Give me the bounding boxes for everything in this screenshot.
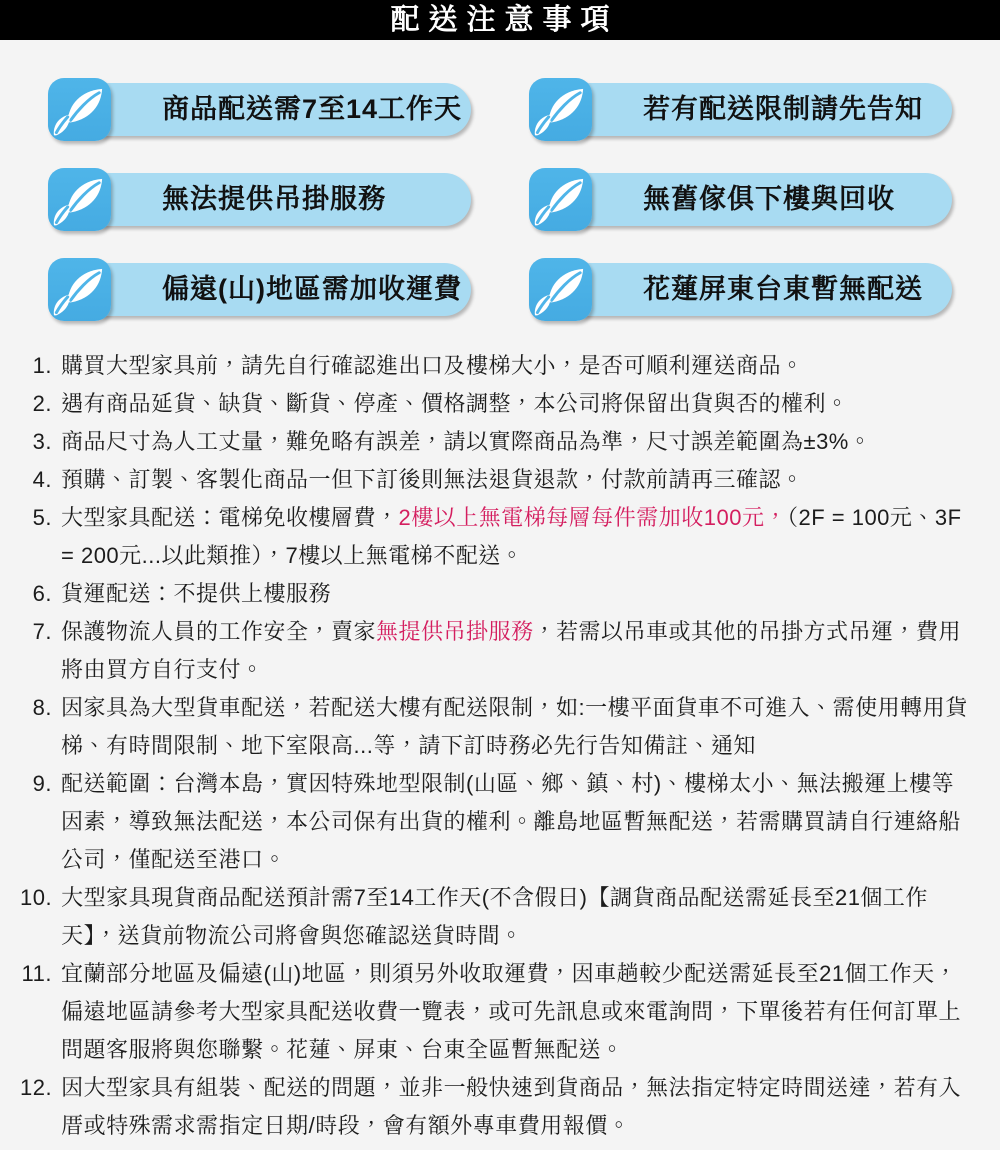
- leaf-icon: [48, 78, 111, 141]
- badge-grid: [0, 40, 1000, 321]
- badge-pill: [559, 173, 952, 226]
- leaf-icon: [529, 168, 592, 231]
- note-segment: ，若需以吊車或其他的吊掛方式吊運，費用將由買方自行支付。: [61, 619, 962, 682]
- note-segment: 宜蘭部分地區及偏遠(山)地區，則須另外收取運費，因車趟較少配送需延長至21個工作天，偏遠地區請參考大型家具配送收費一覽表，或可先訊息或來電詢問，下單後若有任何訂單上問題客服將與您聯繫。花蓮、屏東、台東全區暫無配送。: [61, 961, 962, 1062]
- highlighted-text: 無提供吊掛服務: [376, 619, 534, 644]
- list-item: [20, 423, 974, 461]
- leaf-icon: [529, 78, 592, 141]
- note-segment: 因家具為大型貨車配送，若配送大樓有配送限制，如:一樓平面貨車不可進入、需使用轉用貨梯、有時間限制、地下室限高...等，請下訂時務必先行告知備註、通知: [61, 695, 968, 758]
- leaf-icon: [48, 168, 111, 231]
- note-segment: 大型家具配送：電梯免收樓層費，: [61, 505, 399, 530]
- badge-no-hoisting: [48, 168, 471, 231]
- note-segment: （2F = 100元、3F = 200元...以此類推），7樓以上無電梯不配送。: [61, 505, 962, 568]
- list-item-text: [61, 347, 974, 385]
- note-segment: 因大型家具有組裝、配送的問題，並非一般快速到貨商品，無法指定特定時間送達，若有入厝或特殊需求需指定日期/時段，會有額外專車費用報價。: [61, 1075, 962, 1138]
- note-segment: 遇有商品延貨、缺貨、斷貨、停產、價格調整，本公司將保留出貨與否的權利。: [61, 391, 849, 416]
- badge-pill: [78, 83, 471, 136]
- note-segment: 貨運配送：不提供上樓服務: [61, 581, 332, 606]
- list-item-number: 12.: [20, 1075, 53, 1100]
- leaf-icon: [48, 258, 111, 321]
- note-segment: 大型家具現貨商品配送預計需7至14工作天(不含假日)【調貨商品配送需延長至21個工作天】，送貨前物流公司將會與您確認送貨時間。: [61, 885, 928, 948]
- list-item: [20, 575, 974, 613]
- list-item: [20, 499, 974, 575]
- list-item-text: [61, 499, 974, 575]
- note-segment: 商品尺寸為人工丈量，難免略有誤差，請以實際商品為準，尺寸誤差範圍為±3%。: [61, 429, 872, 454]
- badge-label: 商品配送需7至14工作天: [162, 94, 463, 124]
- list-item-number: 2.: [32, 391, 52, 416]
- badge-label: 無舊傢俱下樓與回收: [643, 184, 895, 214]
- badge-pill: [559, 83, 952, 136]
- list-item-number: 11.: [21, 961, 52, 986]
- badge-label: 花蓮屏東台東暫無配送: [643, 274, 923, 304]
- highlighted-text: 2樓以上無電梯每層每件需加收100元，: [398, 505, 787, 530]
- list-item: [20, 347, 974, 385]
- list-item-number: 6.: [32, 581, 52, 606]
- badge-pill: [78, 173, 471, 226]
- list-item-number: 7.: [32, 619, 52, 644]
- list-item-text: [61, 423, 974, 461]
- list-item: [20, 385, 974, 423]
- list-item: [20, 461, 974, 499]
- badge-restriction-notify: [529, 78, 952, 141]
- list-item-text: [61, 689, 974, 765]
- badge-remote-area-fee: [48, 258, 471, 321]
- list-item-number: 8.: [32, 695, 52, 720]
- list-item: [20, 689, 974, 765]
- list-item-number: 10.: [20, 885, 53, 910]
- badge-label: 無法提供吊掛服務: [162, 184, 386, 214]
- list-item-number: 3.: [32, 429, 52, 454]
- list-item: [20, 613, 974, 689]
- note-segment: 購買大型家具前，請先自行確認進出口及樓梯大小，是否可順利運送商品。: [61, 353, 804, 378]
- badge-label: 若有配送限制請先告知: [643, 94, 923, 124]
- header-bar: [0, 0, 1000, 40]
- leaf-icon: [529, 258, 592, 321]
- note-segment: 保護物流人員的工作安全，賣家: [61, 619, 377, 644]
- delivery-notes-list: [0, 321, 1000, 1145]
- page-title: 配送注意事項: [390, 3, 619, 36]
- list-item: [20, 1069, 974, 1145]
- list-item-text: [61, 955, 974, 1069]
- badge-delivery-time: [48, 78, 471, 141]
- list-item-text: [61, 575, 974, 613]
- list-item: [20, 765, 974, 879]
- note-segment: 預購、訂製、客製化商品一但下訂後則無法退貨退款，付款前請再三確認。: [61, 467, 804, 492]
- note-segment: 配送範圍：台灣本島，實因特殊地型限制(山區、鄉、鎮、村)、樓梯太小、無法搬運上樓等因素，導致無法配送，本公司保有出貨的權利。離島地區暫無配送，若需購買請自行連絡船公司，僅配送至港口。: [61, 771, 962, 872]
- list-item-text: [61, 765, 974, 879]
- badge-pill: [559, 263, 952, 316]
- list-item-text: [61, 879, 974, 955]
- list-item-number: 5.: [32, 505, 52, 530]
- list-item-text: [61, 461, 974, 499]
- list-item: [20, 879, 974, 955]
- list-item-text: [61, 1069, 974, 1145]
- list-item-number: 1.: [32, 353, 52, 378]
- badge-pill: [78, 263, 471, 316]
- list-item-text: [61, 385, 974, 423]
- list-item: [20, 955, 974, 1069]
- list-item-number: 9.: [32, 771, 52, 796]
- badge-no-delivery-east: [529, 258, 952, 321]
- badge-label: 偏遠(山)地區需加收運費: [162, 274, 462, 304]
- list-item-number: 4.: [32, 467, 52, 492]
- list-item-text: [61, 613, 974, 689]
- badge-no-old-furniture: [529, 168, 952, 231]
